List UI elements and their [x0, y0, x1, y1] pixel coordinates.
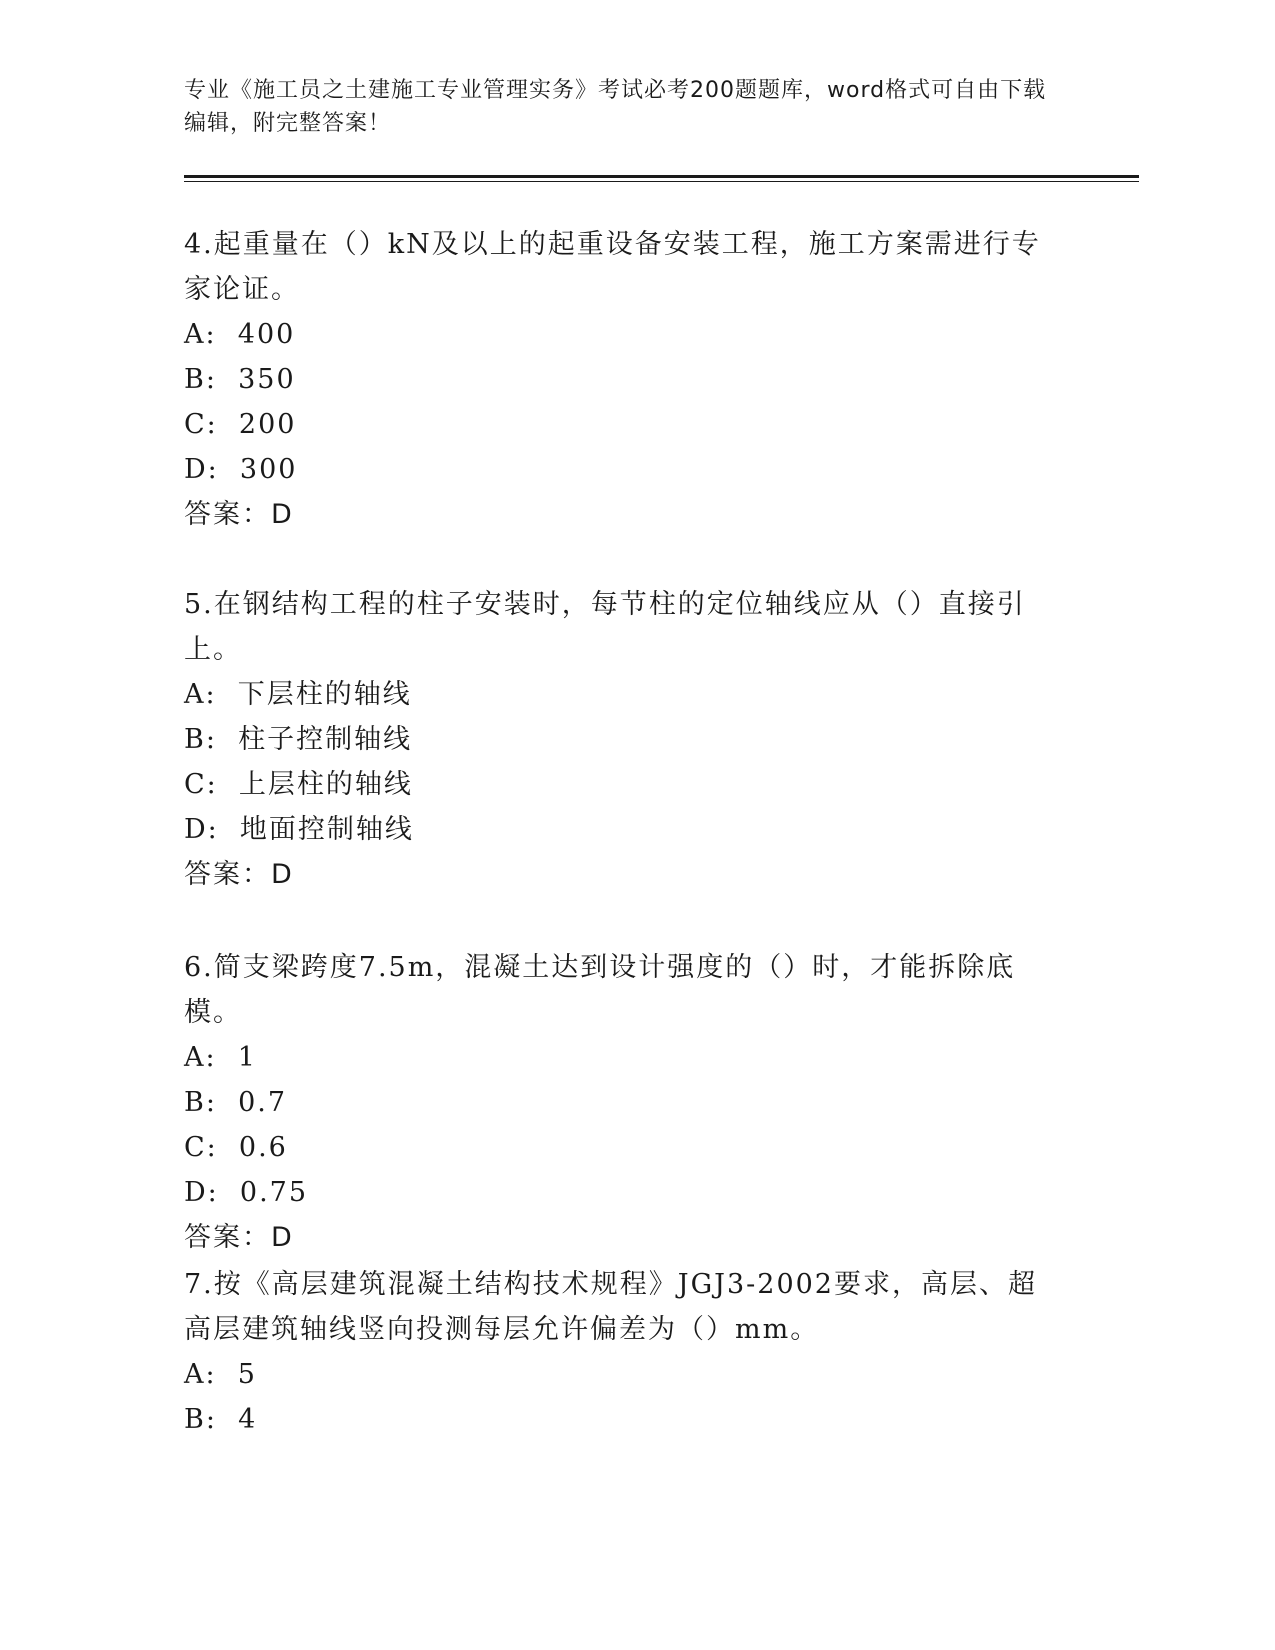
- option-d: D: 0.75: [184, 1177, 309, 1208]
- header-rule-thick: [184, 175, 1139, 178]
- option-d: D: 300: [184, 454, 298, 485]
- question-stem: 6.简支梁跨度7.5m，混凝土达到设计强度的（）时，才能拆除底模。: [184, 952, 1016, 1028]
- document-header: 专业《施工员之土建施工专业管理实务》考试必考200题题库，word格式可自由下载编辑，附完整答案！: [184, 78, 1047, 136]
- question-7: [184, 1262, 1064, 1442]
- option-a: A: 5: [184, 1359, 257, 1390]
- option-b: B: 350: [184, 364, 296, 395]
- answer-line: 答案：D: [184, 859, 294, 890]
- question-4: [184, 222, 1064, 537]
- option-c: C: 200: [184, 409, 297, 440]
- question-6: [184, 945, 1064, 1260]
- answer-line: 答案：D: [184, 499, 294, 530]
- option-a: A: 1: [184, 1042, 257, 1073]
- option-b: B: 4: [184, 1404, 258, 1435]
- question-stem: 7.按《高层建筑混凝土结构技术规程》JGJ3-2002要求，高层、超高层建筑轴线竖向投测每层允许偏差为（）mm。: [184, 1269, 1037, 1345]
- option-a: A: 下层柱的轴线: [184, 679, 412, 710]
- option-b: B: 柱子控制轴线: [184, 724, 413, 755]
- question-5: [184, 582, 1064, 897]
- header-rule-thin: [184, 181, 1139, 182]
- question-stem: 5.在钢结构工程的柱子安装时，每节柱的定位轴线应从（）直接引上。: [184, 589, 1026, 665]
- option-b: B: 0.7: [184, 1087, 288, 1118]
- option-d: D: 地面控制轴线: [184, 814, 414, 845]
- option-c: C: 0.6: [184, 1132, 288, 1163]
- question-stem: 4.起重量在（）kN及以上的起重设备安装工程，施工方案需进行专家论证。: [184, 229, 1041, 305]
- option-a: A: 400: [184, 319, 296, 350]
- option-c: C: 上层柱的轴线: [184, 769, 413, 800]
- answer-line: 答案：D: [184, 1222, 294, 1253]
